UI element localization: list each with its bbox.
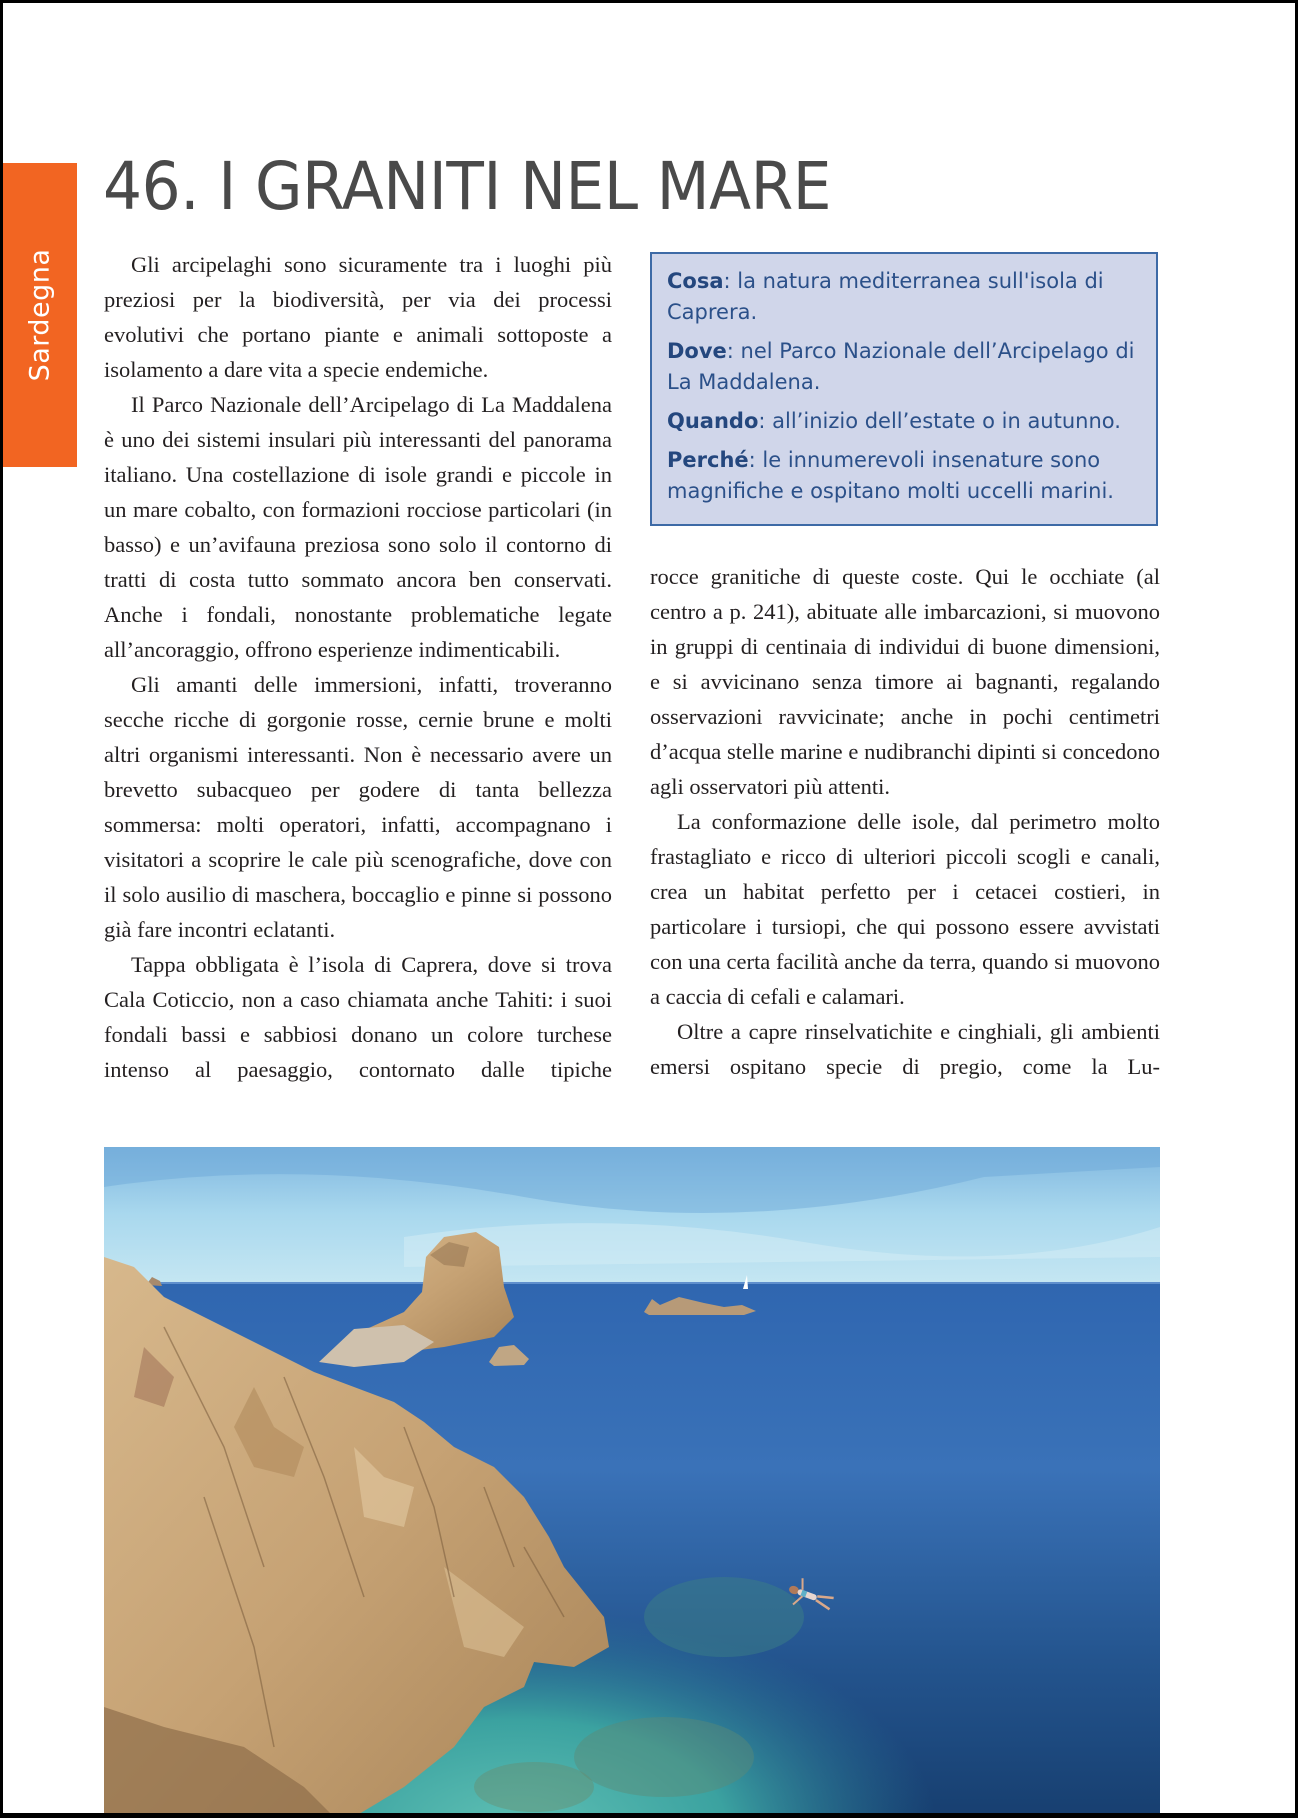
info-key: Dove bbox=[667, 339, 727, 363]
region-tab bbox=[3, 163, 77, 467]
info-row-dove bbox=[667, 336, 1142, 398]
region-tab-label: Sardegna bbox=[24, 248, 56, 382]
info-key: Perché bbox=[667, 448, 749, 472]
paragraph: Gli arcipelaghi sono sicuramente tra i luoghi più preziosi per la biodiversità, per via dei processi evolutivi che portano piante e animali sottoposte a isolamento a dare vita a specie endemiche. bbox=[104, 252, 612, 382]
info-text: : all’inizio dell’estate o in autunno. bbox=[758, 409, 1121, 433]
paragraph: Il Parco Nazionale dell’Arcipelago di La Maddalena è uno dei sistemi insulari più interessanti del panorama italiano. Una costellazione di isole grandi e piccole in un mare cobalto, con formazioni rocciose particolari (in basso) e un’avifauna preziosa sono solo il contorno di tratti di costa tutto sommato ancora ben conservati. Anche i fondali, nonostante problematiche legate all’ancoraggio, offrono esperienze indimenticabili. bbox=[104, 392, 612, 662]
info-text: : le innumerevoli insenature sono magnifiche e ospitano molti uccelli marini. bbox=[667, 448, 1114, 503]
info-text: : la natura mediterranea sull'isola di Caprera. bbox=[667, 269, 1104, 324]
coast-photo-illustration bbox=[104, 1147, 1160, 1813]
coast-photo bbox=[104, 1147, 1160, 1813]
info-row-perche bbox=[667, 445, 1142, 507]
chapter-title: 46. I GRANITI NEL MARE bbox=[103, 148, 832, 225]
paragraph: rocce granitiche di queste coste. Qui le occhiate (al centro a p. 241), abituate alle imbarcazioni, si muovono in gruppi di centinaia di individui di buone dimensioni, e si avvicinano senza timore ai bagnanti, regalando osservazioni ravvicinate; anche in pochi centimetri d’acqua stelle marine e nudibranchi dipinti si concedono agli osservatori più attenti. bbox=[650, 564, 1160, 799]
info-row-quando bbox=[667, 406, 1142, 437]
left-text-column bbox=[104, 247, 612, 1087]
paragraph: Gli amanti delle immersioni, infatti, troveranno secche ricche di gorgonie rosse, cernie brune e molti altri organismi interessanti. Non è necessario avere un brevetto subacqueo per godere di tanta bellezza sommersa: molti operatori, infatti, accompagnano i visitatori a scoprire le cale più scenografiche, dove con il solo ausilio di maschera, boccaglio e pinne si possono già fare incontri eclatanti. bbox=[104, 672, 612, 942]
info-key: Cosa bbox=[667, 269, 724, 293]
book-page bbox=[3, 3, 1295, 1813]
paragraph: La conformazione delle isole, dal perimetro molto frastagliato e ricco di ulteriori piccoli scogli e canali, crea un habitat perfetto per i cetacei costieri, in particolare i tursiopi, che qui possono essere avvistati con una certa facilità anche da terra, quando si muovono a caccia di cefali e calamari. bbox=[650, 809, 1160, 1009]
info-text: : nel Parco Nazionale dell’Arcipelago di La Maddalena. bbox=[667, 339, 1135, 394]
paragraph: Tappa obbligata è l’isola di Caprera, dove si trova Cala Coticcio, non a caso chiamata anche Tahiti: i suoi fondali bassi e sabbiosi donano un colore turchese intenso al paesaggio, contornato dalle tipiche bbox=[104, 952, 612, 1082]
right-text-column bbox=[650, 559, 1160, 1084]
info-row-cosa bbox=[667, 266, 1142, 328]
paragraph: Oltre a capre rinselvatichite e cinghiali, gli ambienti emersi ospitano specie di pregio, come la Lu- bbox=[650, 1019, 1160, 1079]
info-box bbox=[650, 252, 1158, 526]
info-key: Quando bbox=[667, 409, 759, 433]
